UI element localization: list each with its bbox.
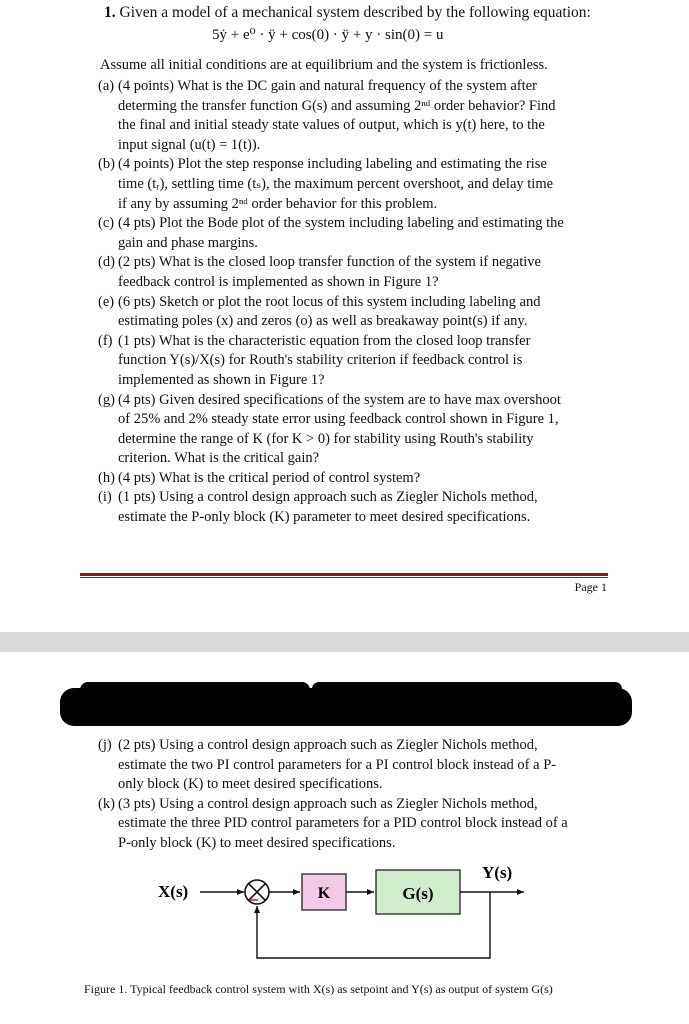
- part-line: feedback control is implemented as shown in Figure 1?: [118, 273, 439, 290]
- page-separator: [0, 632, 689, 652]
- part-line: function Y(s)/X(s) for Routh's stability criterion if feedback control is: [118, 352, 523, 369]
- part-line: (4 pts) What is the critical period of control system?: [118, 469, 421, 486]
- part-line: (1 pts) What is the characteristic equation from the closed loop transfer: [118, 332, 531, 349]
- part-line: if any by assuming 2ⁿᵈ order behavior for this problem.: [118, 195, 438, 212]
- question-part-k: [98, 795, 618, 854]
- part-label: (h): [98, 469, 115, 486]
- part-line: determing the transfer function G(s) and assuming 2ⁿᵈ order behavior? Find: [118, 97, 556, 114]
- part-line: (4 points) What is the DC gain and natural frequency of the system after: [118, 78, 537, 94]
- question-part-e: [98, 293, 618, 332]
- part-label: (g): [98, 391, 115, 408]
- part-line: (6 pts) Sketch or plot the root locus of this system including labeling and: [118, 293, 541, 310]
- footer-rule-thick: [80, 573, 608, 576]
- part-label: (b): [98, 156, 115, 173]
- question-part-b: [98, 155, 618, 214]
- footer-rule-thin: [80, 577, 608, 578]
- document-page-2: [0, 652, 689, 1024]
- part-line: estimate the P-only block (K) parameter to meet desired specifications.: [118, 509, 531, 526]
- part-line: (4 pts) Plot the Bode plot of the system including labeling and estimating the: [118, 215, 564, 232]
- part-line: (1 pts) Using a control design approach such as Ziegler Nichols method,: [118, 489, 538, 506]
- question-part-a: [98, 77, 618, 155]
- part-label: (e): [98, 293, 115, 310]
- question-part-c: [98, 214, 618, 253]
- part-label: (d): [98, 254, 115, 271]
- question-part-h: [98, 469, 618, 489]
- question-heading: [104, 4, 591, 22]
- question-part-f: [98, 332, 618, 391]
- part-line: the final and initial steady state values of output, which is y(t) here, to the: [118, 117, 545, 134]
- part-line: determine the range of K (for K > 0) for stability using Routh's stability: [118, 430, 534, 447]
- system-equation: 5ẏ + e⁰ · ÿ + cos(0) · ÿ + y · sin(0) = u: [212, 27, 444, 43]
- part-label: (j): [98, 737, 112, 753]
- question-part-d: [98, 253, 618, 292]
- part-label: (c): [98, 215, 115, 232]
- part-line: (4 pts) Given desired specifications of the system are to have max overshoot: [118, 391, 561, 408]
- feedback-block-diagram: [0, 852, 689, 977]
- summing-junction: [245, 880, 269, 904]
- question-parts-list: [98, 77, 618, 528]
- part-line: only block (K) to meet desired specifications.: [118, 776, 383, 793]
- question-parts-list-continued: [98, 736, 618, 854]
- part-label: (k): [98, 795, 115, 812]
- intro-text: Assume all initial conditions are at equilibrium and the system is frictionless.: [100, 57, 548, 73]
- part-line: (2 pts) What is the closed loop transfer function of the system if negative: [118, 254, 541, 271]
- input-label: X(s): [158, 882, 189, 901]
- part-line: (4 points) Plot the step response including labeling and estimating the rise: [118, 156, 547, 173]
- plant-label: G(s): [402, 884, 434, 903]
- figure-caption: Figure 1. Typical feedback control system with X(s) as setpoint and Y(s) as output of system G(s): [84, 982, 553, 996]
- part-line: of 25% and 2% steady state error using feedback control shown in Figure 1,: [118, 411, 559, 428]
- part-line: estimate the two PI control parameters for a PI control block instead of a P-: [118, 756, 557, 773]
- part-line: implemented as shown in Figure 1?: [118, 371, 325, 388]
- part-line: criterion. What is the critical gain?: [118, 450, 320, 467]
- gain-label: K: [317, 885, 331, 902]
- output-label: Y(s): [482, 863, 513, 882]
- redaction-bar-top-left: [80, 682, 310, 698]
- part-line: estimate the three PID control parameters for a PID control block instead of a: [118, 815, 568, 832]
- question-part-g: [98, 391, 618, 469]
- part-line: (2 pts) Using a control design approach such as Ziegler Nichols method,: [118, 737, 538, 753]
- part-label: (f): [98, 332, 113, 349]
- redaction-bar-top-right: [312, 682, 622, 696]
- part-label: (i): [98, 489, 112, 506]
- question-number: 1.: [104, 4, 116, 21]
- question-text: Given a model of a mechanical system described by the following equation:: [119, 4, 591, 21]
- part-line: estimating poles (x) and zeros (o) as well as breakaway point(s) if any.: [118, 313, 528, 330]
- part-line: P-only block (K) to meet desired specifications.: [118, 834, 396, 851]
- part-line: gain and phase margins.: [118, 234, 258, 251]
- part-line: (3 pts) Using a control design approach such as Ziegler Nichols method,: [118, 795, 538, 812]
- question-part-j: [98, 736, 618, 795]
- part-line: time (tᵣ), settling time (tₛ), the maximum percent overshoot, and delay time: [118, 175, 554, 192]
- question-part-i: [98, 488, 618, 527]
- part-label: (a): [98, 78, 115, 94]
- page-number: Page 1: [574, 580, 607, 594]
- part-line: input signal (u(t) = 1(t)).: [118, 136, 261, 153]
